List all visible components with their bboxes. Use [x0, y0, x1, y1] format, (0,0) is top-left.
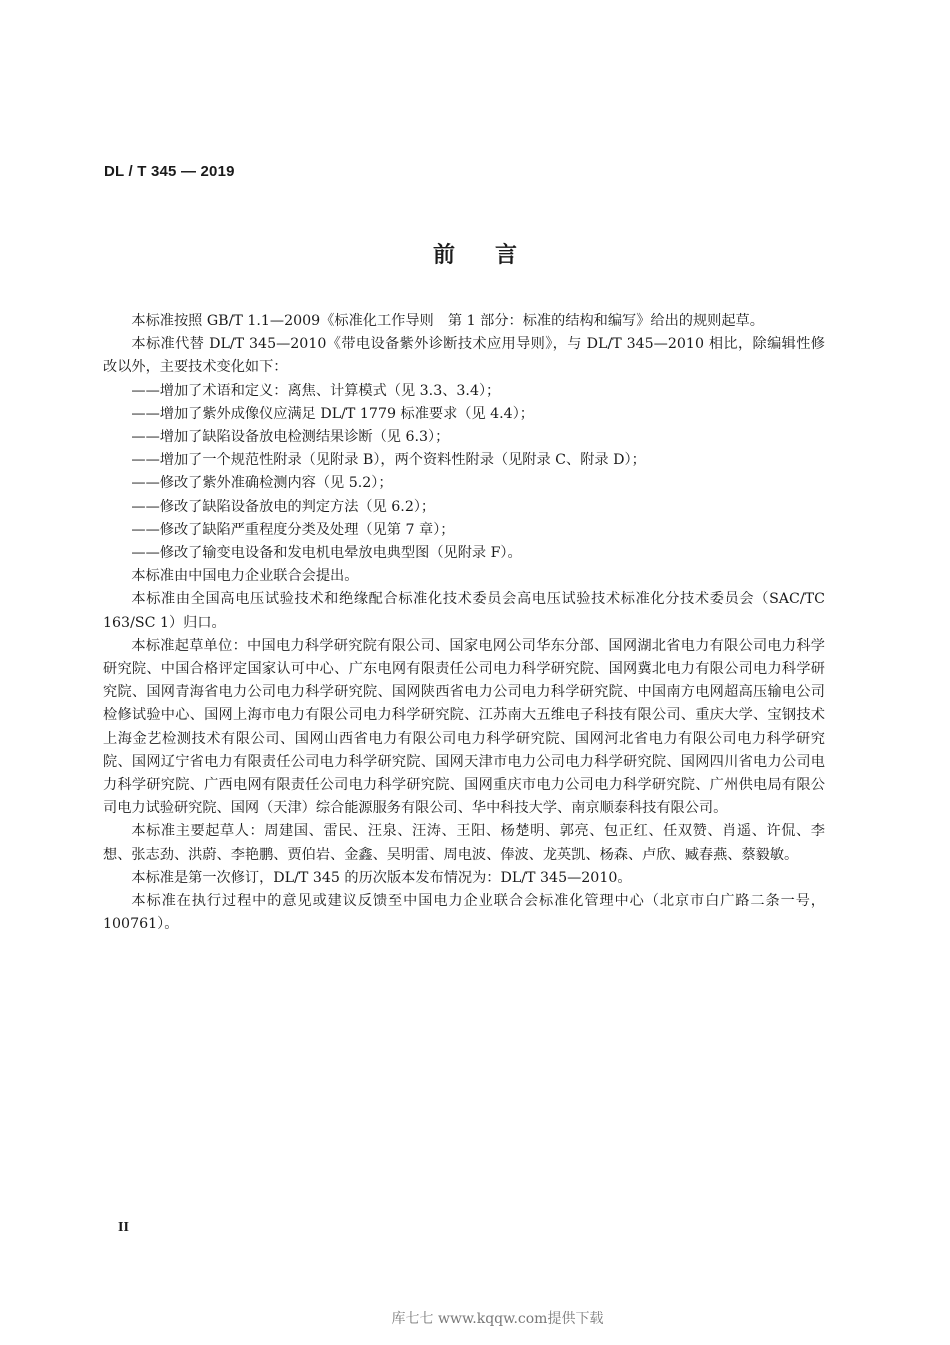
paragraph-replaces: 本标准代替 DL/T 345—2010《带电设备紫外诊断技术应用导则》，与 DL/T 345—2010 相比，除编辑性修改以外，主要技术变化如下： — [103, 336, 825, 376]
list-item: ——增加了术语和定义：离焦、计算模式（见 3.3、3.4）； — [131, 382, 501, 399]
standard-code-header: DL / T 345 — 2019 — [104, 163, 235, 180]
list-item: ——修改了缺陷严重程度分类及处理（见第 7 章）； — [131, 521, 455, 538]
paragraph-centralized-by: 本标准由全国高电压试验技术和绝缘配合标准化技术委员会高电压试验技术标准化分技术委员会（SAC/TC 163/SC 1）归口。 — [103, 591, 825, 631]
footer-watermark: 库七七 www.kqqw.com提供下载 — [391, 1311, 604, 1327]
list-item: ——修改了缺陷设备放电的判定方法（见 6.2）； — [131, 498, 436, 515]
paragraph-drafting-units: 本标准起草单位：中国电力科学研究院有限公司、国家电网公司华东分部、国网湖北省电力有限公司电力科学研究院、中国合格评定国家认可中心、广东电网有限责任公司电力科学研究院、国网冀北电力有限公司电力科学研究院、国网青海省电力公司电力科学研究院、国网陕西省电力公司电力科学研究院、中国南方电网超高压输电公司检修试验中心、国网上海市电力有限公司电力科学研究院、江苏南大五维电子科技有限公司、重庆大学、宝钢技术上海金艺检测技术有限公司、国网山西省电力有限公司电力科学研究院、国网河北省电力有限公司电力科学研究院、国网辽宁省电力有限责任公司电力科学研究院、国网天津市电力公司电力科学研究院、国网四川省电力公司电力科学研究院、广西电网有限责任公司电力科学研究院、国网重庆市电力公司电力科学研究院、广州供电局有限公司电力试验研究院、国网（天津）综合能源服务有限公司、华中科技大学、南京顺泰科技有限公司。 — [103, 637, 825, 817]
paragraph-drafting-rules: 本标准按照 GB/T 1.1—2009《标准化工作导则 第 1 部分：标准的结构和编写》给出的规则起草。 — [131, 313, 764, 329]
list-item: ——修改了紫外准确检测内容（见 5.2）； — [131, 475, 393, 492]
page-title: 前言 — [432, 243, 557, 268]
paragraph-drafters: 本标准主要起草人：周建国、雷民、汪泉、汪涛、王阳、杨楚明、郭亮、包正红、任双赞、肖遥、许侃、李想、张志劲、洪蔚、李艳鹏、贾伯岩、金鑫、吴明雷、周电波、俸波、龙英凯、杨森、卢欣、臧春燕、蔡毅敏。 — [103, 823, 825, 863]
list-item: ——增加了缺陷设备放电检测结果诊断（见 6.3）； — [131, 429, 450, 446]
page-number: II — [118, 1220, 129, 1235]
changes-list — [103, 380, 825, 566]
list-item: ——修改了输变电设备和发电机电晕放电典型图（见附录 F）。 — [131, 545, 522, 562]
paragraph-proposed-by: 本标准由中国电力企业联合会提出。 — [131, 568, 359, 585]
list-item: ——增加了紫外成像仪应满足 DL/T 1779 标准要求（见 4.4）； — [131, 405, 534, 422]
paragraph-revision-history: 本标准是第一次修订，DL/T 345 的历次版本发布情况为：DL/T 345—2010。 — [131, 869, 632, 886]
paragraph-feedback: 本标准在执行过程中的意见或建议反馈至中国电力企业联合会标准化管理中心（北京市白广路二条一号，100761）。 — [103, 893, 825, 933]
list-item: ——增加了一个规范性附录（见附录 B），两个资料性附录（见附录 C、附录 D）； — [131, 452, 646, 469]
document-body — [103, 310, 825, 936]
